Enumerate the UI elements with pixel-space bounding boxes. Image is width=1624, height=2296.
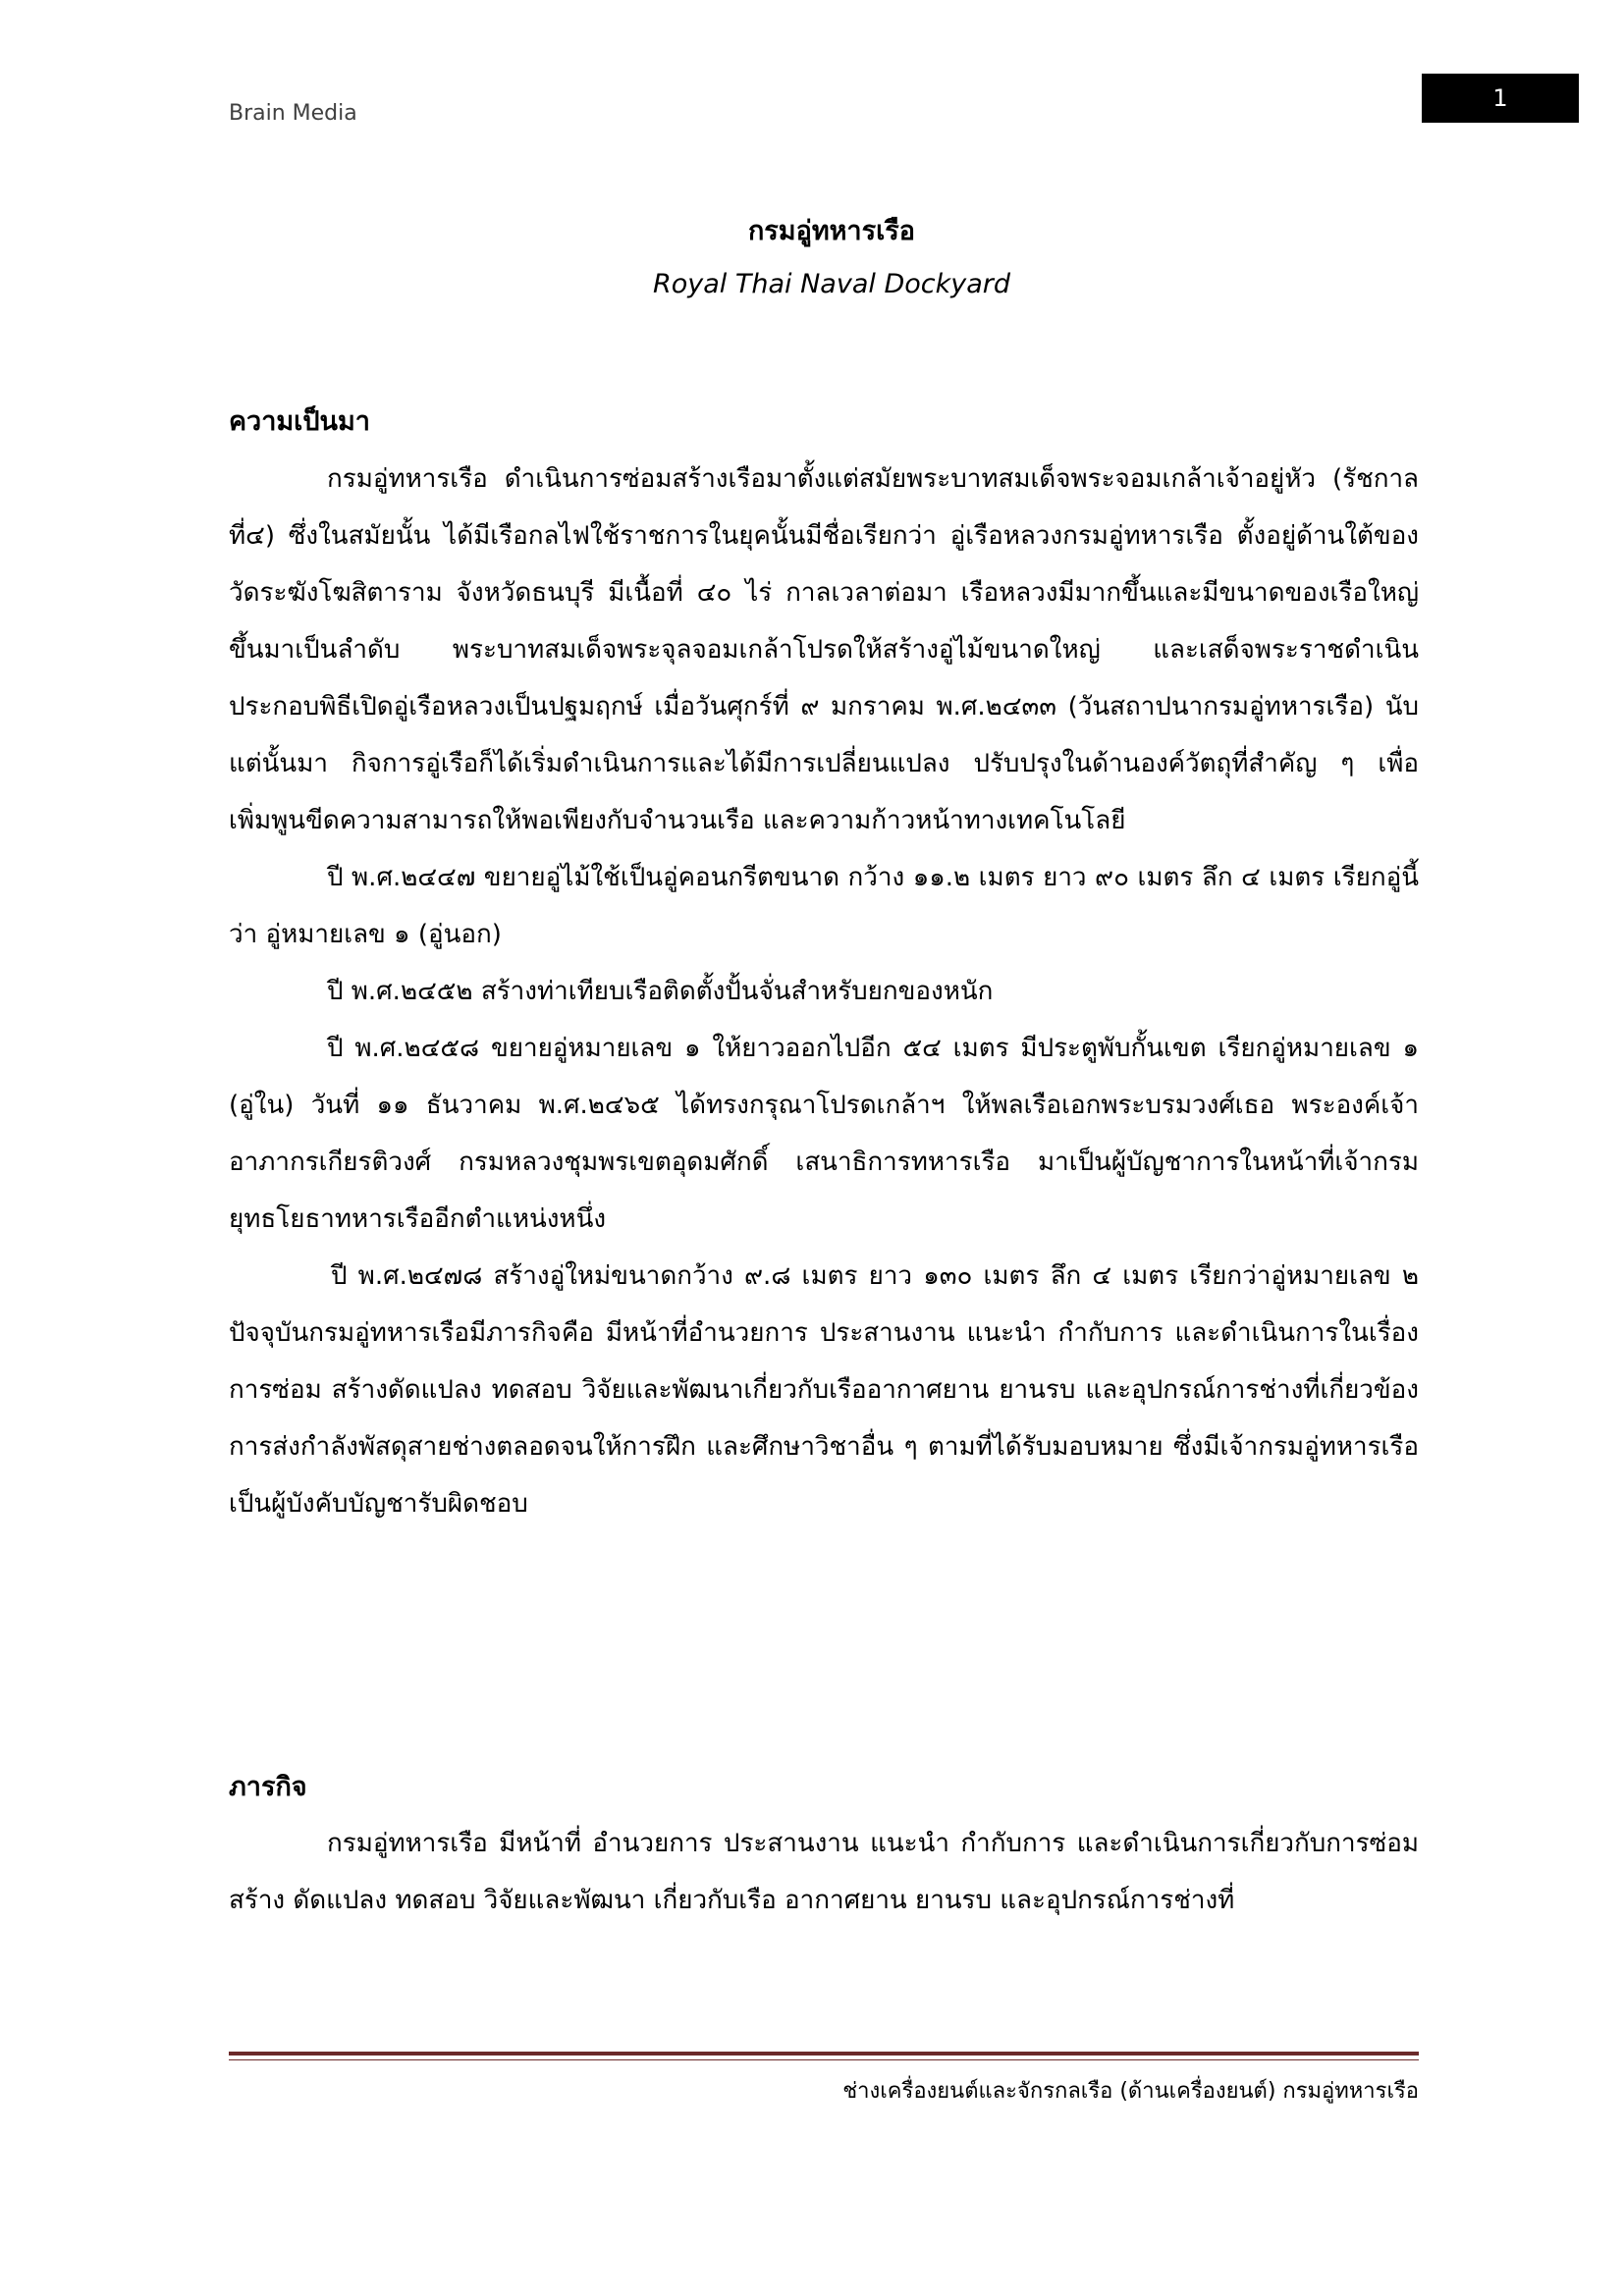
history-paragraph-5: ปี พ.ศ.๒๔๗๘ สร้างอู่ใหม่ขนาดกว้าง ๙.๘ เมตร ยาว ๑๓๐ เมตร ลึก ๔ เมตร เรียกว่าอู่หมายเลข ๒ ปัจจุบันกรมอู่ทหารเรือมีภารกิจคือ มีหน้าที่อำนวยการ ประสานงาน แนะนำ กำกับการ และดำเนินการในเรื่องการซ่อม สร้างดัดแปลง ทดสอบ วิจัยและพัฒนาเกี่ยวกับเรืออากาศยาน ยานรบ และอุปกรณ์การช่างที่เกี่ยวข้อง การส่งกำลังพัสดุสายช่างตลอดจนให้การฝึก และศึกษาวิชาอื่น ๆ ตามที่ได้รับมอบหมาย ซึ่งมีเจ้ากรมอู่ทหารเรือเป็นผู้บังคับบัญชารับผิดชอบ — [229, 1261, 1419, 1519]
footer-rule — [229, 2052, 1419, 2056]
footer-text: ช่างเครื่องยนต์และจักรกลเรือ (ด้านเครื่องยนต์) กรมอู่ทหารเรือ — [842, 2079, 1419, 2104]
mission-body — [229, 1815, 1419, 1929]
document-title: กรมอู่ทหารเรือ — [747, 216, 916, 246]
history-body — [229, 451, 1419, 1532]
footer-rule-thin — [229, 2059, 1419, 2060]
history-paragraph-1: กรมอู่ทหารเรือ ดำเนินการซ่อมสร้างเรือมาตั้งแต่สมัยพระบาทสมเด็จพระจอมเกล้าเจ้าอยู่หัว (รัชกาลที่๔) ซึ่งในสมัยนั้น ได้มีเรือกลไฟใช้ราชการในยุคนั้นมีชื่อเรียกว่า อู่เรือหลวงกรมอู่ทหารเรือ ตั้งอยู่ด้านใต้ของวัดระฆังโฆสิตาราม จังหวัดธนบุรี มีเนื้อที่ ๔๐ ไร่ กาลเวลาต่อมา เรือหลวงมีมากขึ้นและมีขนาดของเรือใหญ่ขึ้นมาเป็นลำดับ พระบาทสมเด็จพระจุลจอมเกล้าโปรดให้สร้างอู่ไม้ขนาดใหญ่ และเสด็จพระราชดำเนินประกอบพิธีเปิดอู่เรือหลวงเป็นปฐมฤกษ์ เมื่อวันศุกร์ที่ ๙ มกราคม พ.ศ.๒๔๓๓ (วันสถาปนากรมอู่ทหารเรือ) นับแต่นั้นมา กิจการอู่เรือก็ได้เริ่มดำเนินการและได้มีการเปลี่ยนแปลง ปรับปรุงในด้านองค์วัตถุที่สำคัญ ๆ เพื่อเพิ่มพูนขีดความสามารถให้พอเพียงกับจำนวนเรือ และความก้าวหน้าทางเทคโนโลยี — [229, 464, 1419, 835]
header-brand: Brain Media — [229, 101, 357, 126]
history-paragraph-3: ปี พ.ศ.๒๔๕๒ สร้างท่าเทียบเรือติดตั้งปั้นจั่นสำหรับยกของหนัก — [327, 977, 994, 1006]
section-heading-mission: ภารกิจ — [229, 1772, 307, 1802]
section-heading-history: ความเป็นมา — [229, 406, 370, 437]
mission-paragraph-1: กรมอู่ทหารเรือ มีหน้าที่ อำนวยการ ประสานงาน แนะนำ กำกับการ และดำเนินการเกี่ยวกับการซ่อม สร้าง ดัดแปลง ทดสอบ วิจัยและพัฒนา เกี่ยวกับเรือ อากาศยาน ยานรบ และอุปกรณ์การช่างที่ — [229, 1829, 1419, 1915]
history-paragraph-2: ปี พ.ศ.๒๔๔๗ ขยายอู่ไม้ใช้เป็นอู่คอนกรีตขนาด กว้าง ๑๑.๒ เมตร ยาว ๙๐ เมตร ลึก ๔ เมตร เรียกอู่นี้ว่า อู่หมายเลข ๑ (อู่นอก) — [229, 863, 1419, 949]
page-number: 1 — [1422, 74, 1579, 123]
document-subtitle: Royal Thai Naval Dockyard — [652, 269, 1011, 299]
history-paragraph-4: ปี พ.ศ.๒๔๕๘ ขยายอู่หมายเลข ๑ ให้ยาวออกไปอีก ๕๔ เมตร มีประตูพับกั้นเขต เรียกอู่หมายเลข ๑ (อู่ใน) วันที่ ๑๑ ธันวาคม พ.ศ.๒๔๖๕ ได้ทรงกรุณาโปรดเกล้าฯ ให้พลเรือเอกพระบรมวงศ์เธอ พระองค์เจ้าอาภากรเกียรติวงศ์ กรมหลวงชุมพรเขตอุดมศักดิ์ เสนาธิการทหารเรือ มาเป็นผู้บัญชาการในหน้าที่เจ้ากรมยุทธโยธาทหารเรืออีกตำแหน่งหนึ่ง — [229, 1034, 1419, 1234]
